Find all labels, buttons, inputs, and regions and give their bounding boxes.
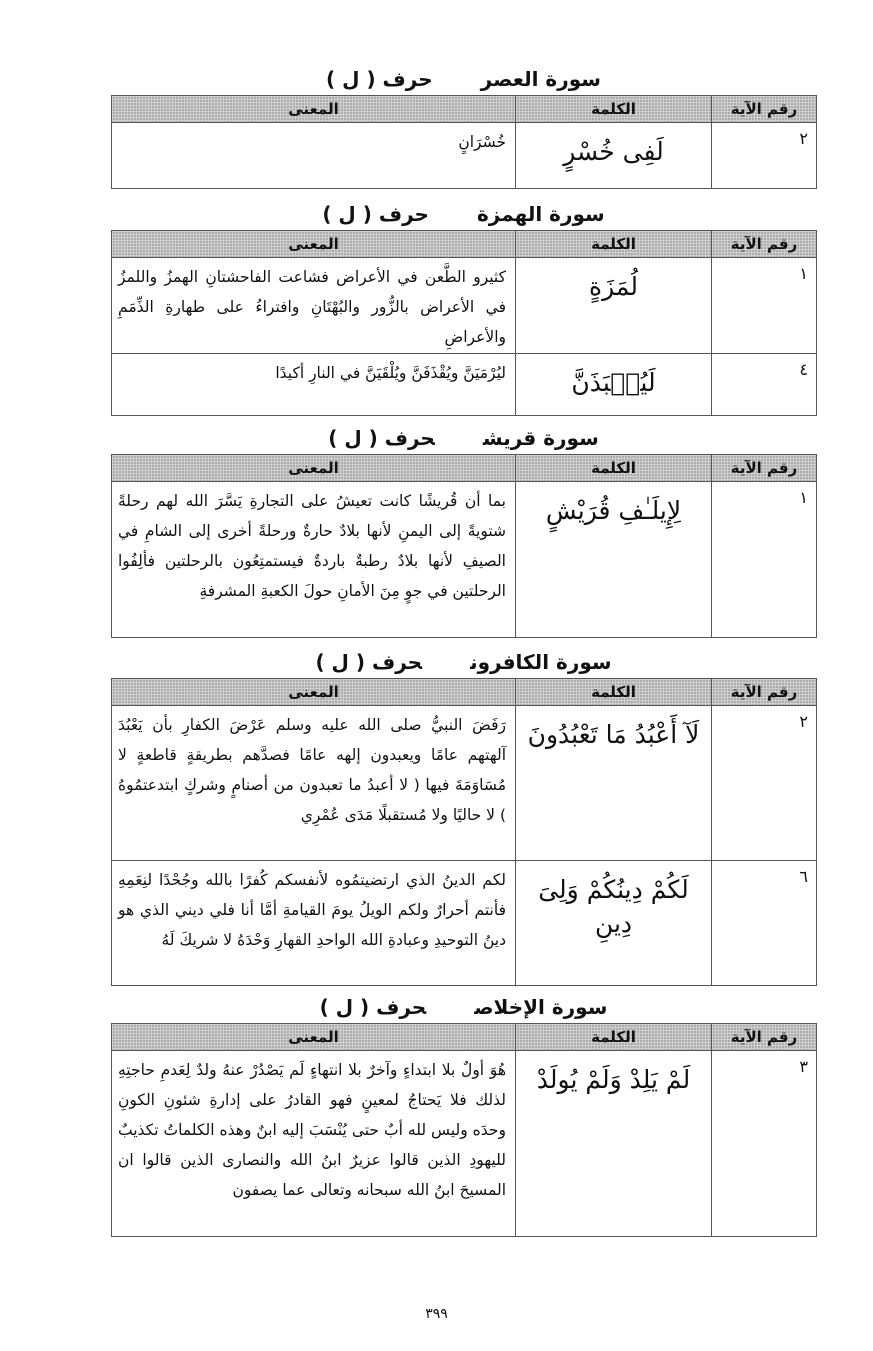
section-title [111,646,816,678]
section-al-humaza [111,198,816,416]
table-row [112,482,817,638]
quran-word: لَمْ يَلِدْ وَلَمْ يُولَدْ [516,1051,712,1237]
ayah-number: ١ [712,482,817,638]
header-word: الكلمة [516,96,712,123]
header-ayah: رقم الآية [712,231,817,258]
header-ayah: رقم الآية [712,1024,817,1051]
letter-label: حرف ( ل ) [328,426,435,450]
header-meaning: المعنى [112,679,516,706]
table-row [112,706,817,861]
section-title [111,991,816,1023]
table-row [112,123,817,189]
quran-word: لَكُمْ دِينُكُمْ وَلِىَ دِينِ [516,861,712,986]
section-al-asr [111,63,816,189]
header-ayah: رقم الآية [712,455,817,482]
vocabulary-table [111,1023,817,1237]
surah-name: سورة العصر [480,67,601,91]
surah-name: سورة الإخلاص [474,995,608,1019]
surah-name: سورة قريش [482,426,599,450]
word-meaning: رَفَضَ النبيُّ صلى الله عليه وسلم عَرْضَ الكفارِ بأن يَعْبُدَ آلهتهم عامًا ويعبدون إلهه عامًا فصدَّهم بطريقةٍ قاطعةٍ لا مُسَاوَمَةَ فيها ( لا أعبدُ ما تعبدون من أصنامٍ وشركٍ ابتدعتمُوهُ ) لا حاليًا ولا مُستقبلًا مَدَى عُمْرِي [112,706,516,861]
section-title [111,198,816,230]
word-meaning: لكم الدينُ الذي ارتضيتمُوه لأنفسكم كُفرًا بالله وجُحْدًا لنِعَمِهِ فأنتم أحرارٌ ولكم الويلُ يومَ القيامةِ أمَّا أنا فلي ديني الذي هو دينُ التوحيدِ وعبادةِ الله الواحدِ القهارِ وَحْدَهُ لا شريكَ لَهُ [112,861,516,986]
table-header-row [112,96,817,123]
word-meaning: خُسْرَانٍ [112,123,516,189]
header-ayah: رقم الآية [712,679,817,706]
table-row [112,354,817,416]
ayah-number: ٣ [712,1051,817,1237]
header-word: الكلمة [516,231,712,258]
surah-name: سورة الهمزة [476,202,605,226]
table-header-row [112,1024,817,1051]
letter-label: حرف ( ل ) [326,67,433,91]
header-word: الكلمة [516,679,712,706]
ayah-number: ١ [712,258,817,354]
page-number: ٣٩٩ [425,1306,448,1322]
header-word: الكلمة [516,1024,712,1051]
ayah-number: ٢ [712,706,817,861]
vocabulary-table [111,230,817,416]
letter-label: حرف ( ل ) [319,995,427,1019]
surah-name: سورة الكافرون [470,650,612,674]
word-meaning: كثيرو الطَّعن في الأعراض فشاعت الفاحشتانِ الهمزُ واللمزُ في الأعراض بالزُّور والبُهْتَانِ وافتراءُ على طهارةِ الذِّمَمِ والأعراضِ [112,258,516,354]
ayah-number: ٤ [712,354,817,416]
quran-word: لَفِى خُسْرٍ [516,123,712,189]
section-title [111,63,816,95]
ayah-number: ٦ [712,861,817,986]
vocabulary-table [111,678,817,986]
ayah-number: ٢ [712,123,817,189]
letter-label: حرف ( ل ) [322,202,429,226]
quran-word: لَيُنۢبَذَنَّ [516,354,712,416]
quran-word: لِإِيلَـٰفِ قُرَيْشٍ [516,482,712,638]
word-meaning: بما أن قُريشًا كانت تعيشُ على التجارةِ يَسَّرَ الله لهم رحلةً شتويةً إلى اليمنِ لأنها بلادٌ حارةٌ ورحلةً أخرى إلى الشامِ في الصيفِ لأنها بلادٌ رطبةٌ باردةٌ فيستمتِعُون بالرحلتين فألِفُوا الرحلتين في جوٍ مِنَ الأمانِ حولَ الكعبةِ المشرفةِ [112,482,516,638]
vocabulary-table [111,95,817,189]
section-al-kafirun [111,646,816,986]
table-row [112,861,817,986]
letter-label: حرف ( ل ) [315,650,423,674]
header-meaning: المعنى [112,96,516,123]
header-meaning: المعنى [112,1024,516,1051]
word-meaning: هُوَ أولٌ بلا ابتداءٍ وآخرٌ بلا انتهاءٍ لَم يَصْدُرْ عنهُ ولدٌ لِعَدمِ حاجتِهِ لذلك فلا يَحتاجُ لمعينٍ فهو القادرُ على إدارةِ شئونِ الكونِ وحدَه وليس لله أبٌ حتى يُنْسَبَ إليه ابنٌ وهذه الكلماتُ تكذيبٌ لليهودِ الذين قالوا عزيرٌ ابنُ الله والنصارى الذين قالوا ان المسيحَ ابنُ الله سبحانه وتعالى عما يصفون [112,1051,516,1237]
header-word: الكلمة [516,455,712,482]
table-row [112,258,817,354]
word-meaning: ليُرْمَيَنَّ ويُقْذَفَنَّ ويُلْقَيَنَّ في النارِ أكيدًا [112,354,516,416]
header-meaning: المعنى [112,455,516,482]
quran-word: لَآ أَعْبُدُ مَا تَعْبُدُونَ [516,706,712,861]
table-header-row [112,231,817,258]
table-header-row [112,679,817,706]
vocabulary-table [111,454,817,638]
header-ayah: رقم الآية [712,96,817,123]
header-meaning: المعنى [112,231,516,258]
section-al-ikhlas [111,991,816,1237]
quran-word: لُمَزَةٍ [516,258,712,354]
table-header-row [112,455,817,482]
section-title [111,422,816,454]
section-quraysh [111,422,816,638]
table-row [112,1051,817,1237]
